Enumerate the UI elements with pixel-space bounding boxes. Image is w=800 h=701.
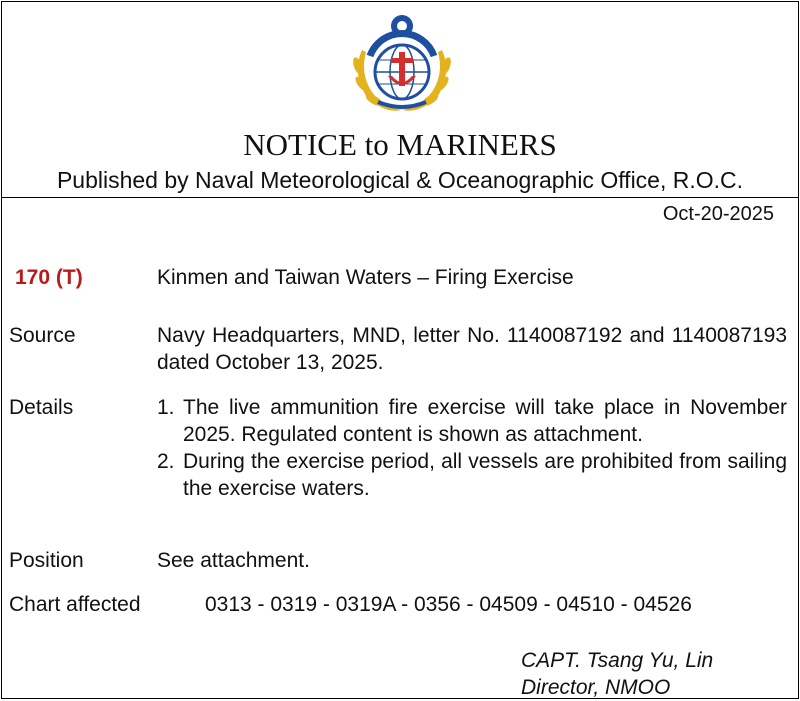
notice-number: 170 (T) [15,266,83,289]
details-item-number: 1. [157,396,175,419]
details-label: Details [9,396,74,419]
publisher-line: Published by Naval Meteorological & Oceanographic Office, R.O.C. [56,167,744,193]
details-item [157,448,787,502]
chart-affected-label: Chart affected [9,593,141,616]
nmoo-emblem-icon [344,10,460,116]
notice-page [1,1,799,699]
details-list [157,394,787,502]
details-item-number: 2. [157,450,175,473]
header-divider [2,197,798,198]
details-item-text: The live ammunition fire exercise will take place in November 2025. Regulated content is shown as attachment. [183,396,787,446]
details-item-text: During the exercise period, all vessels are prohibited from sailing the exercise waters. [183,450,787,500]
source-label: Source [9,324,76,347]
notice-title: NOTICE to MARINERS [243,127,557,162]
signature-title: Director, NMOO [521,676,671,699]
position-label: Position [9,549,84,572]
source-value: Navy Headquarters, MND, letter No. 1140087192 and 1140087193 dated October 13, 2025. [157,324,787,374]
notice-heading: Kinmen and Taiwan Waters – Firing Exercise [157,266,574,289]
chart-affected-value: 0313 - 0319 - 0319A - 0356 - 04509 - 04510 - 04526 [205,593,692,616]
position-value: See attachment. [157,549,310,572]
signature-name: CAPT. Tsang Yu, Lin [521,649,714,672]
notice-date: Oct-20-2025 [662,203,774,225]
details-item [157,394,787,448]
signature-block [521,647,713,701]
